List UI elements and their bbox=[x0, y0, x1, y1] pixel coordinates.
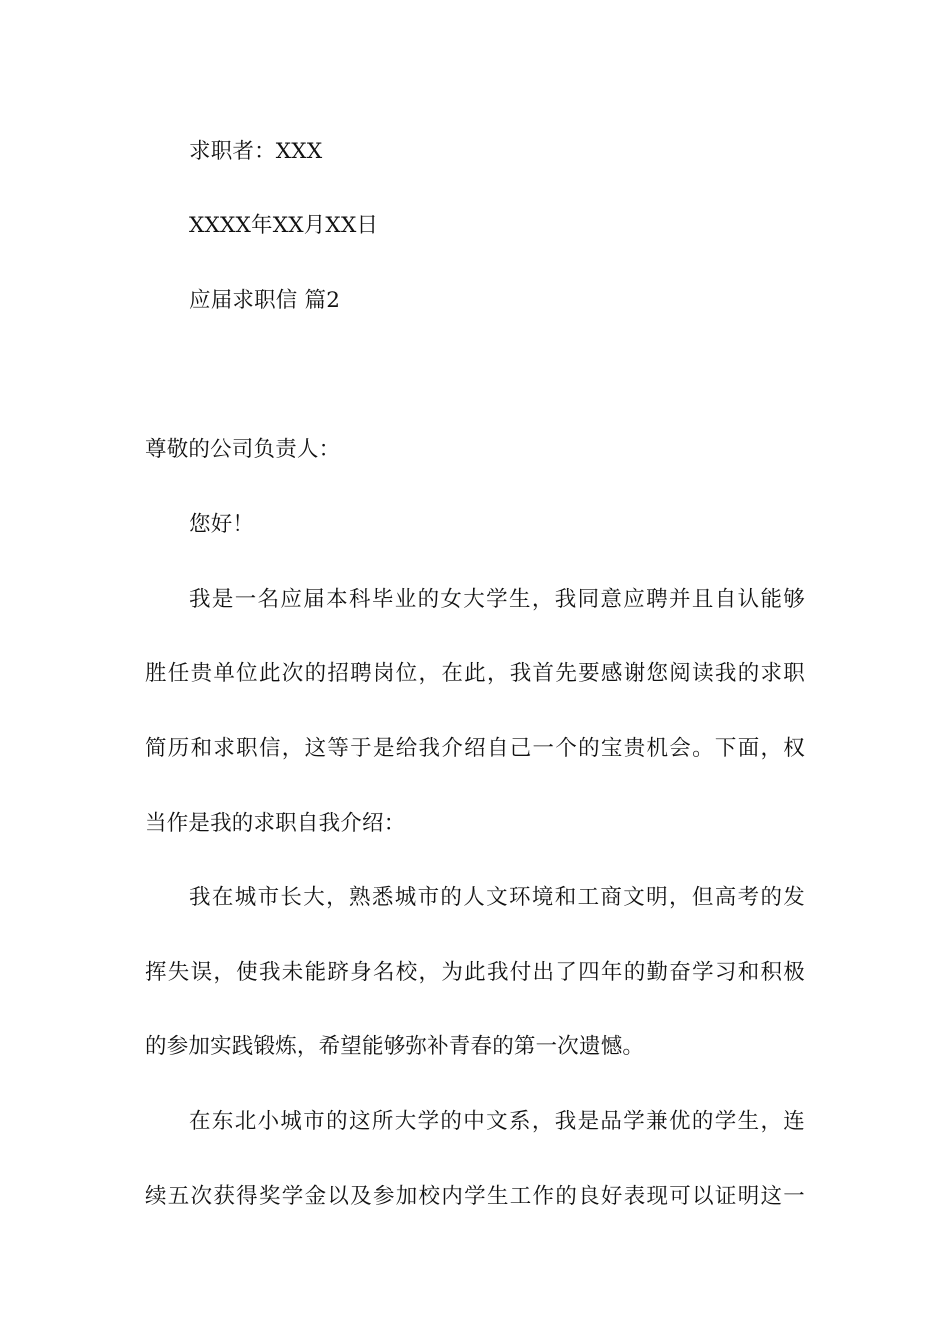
paragraph-line: 当作是我的求职自我介绍： bbox=[145, 811, 406, 836]
paragraph-line: 在东北小城市的这所大学的中文系，我是品学兼优的学生，连 bbox=[189, 1109, 805, 1134]
section-heading: 应届求职信 篇2 bbox=[189, 288, 341, 313]
paragraph-line: 简历和求职信，这等于是给我介绍自己一个的宝贵机会。下面，权 bbox=[145, 736, 805, 761]
letter-date: XXXX年XX月XX日 bbox=[189, 213, 379, 238]
applicant-signature: 求职者：XXX bbox=[189, 139, 323, 164]
paragraph-line: 挥失误，使我未能跻身名校，为此我付出了四年的勤奋学习和积极 bbox=[145, 960, 805, 985]
paragraph-line: 我是一名应届本科毕业的女大学生，我同意应聘并且自认能够 bbox=[189, 587, 805, 612]
salutation: 尊敬的公司负责人： bbox=[145, 437, 341, 462]
paragraph-line: 胜任贵单位此次的招聘岗位，在此，我首先要感谢您阅读我的求职 bbox=[145, 661, 805, 686]
paragraph-line: 续五次获得奖学金以及参加校内学生工作的良好表现可以证明这一 bbox=[145, 1184, 805, 1209]
paragraph-line: 的参加实践锻炼，希望能够弥补青春的第一次遗憾。 bbox=[145, 1034, 645, 1059]
paragraph-line: 我在城市长大，熟悉城市的人文环境和工商文明，但高考的发 bbox=[189, 885, 805, 910]
greeting: 您好！ bbox=[189, 512, 255, 537]
